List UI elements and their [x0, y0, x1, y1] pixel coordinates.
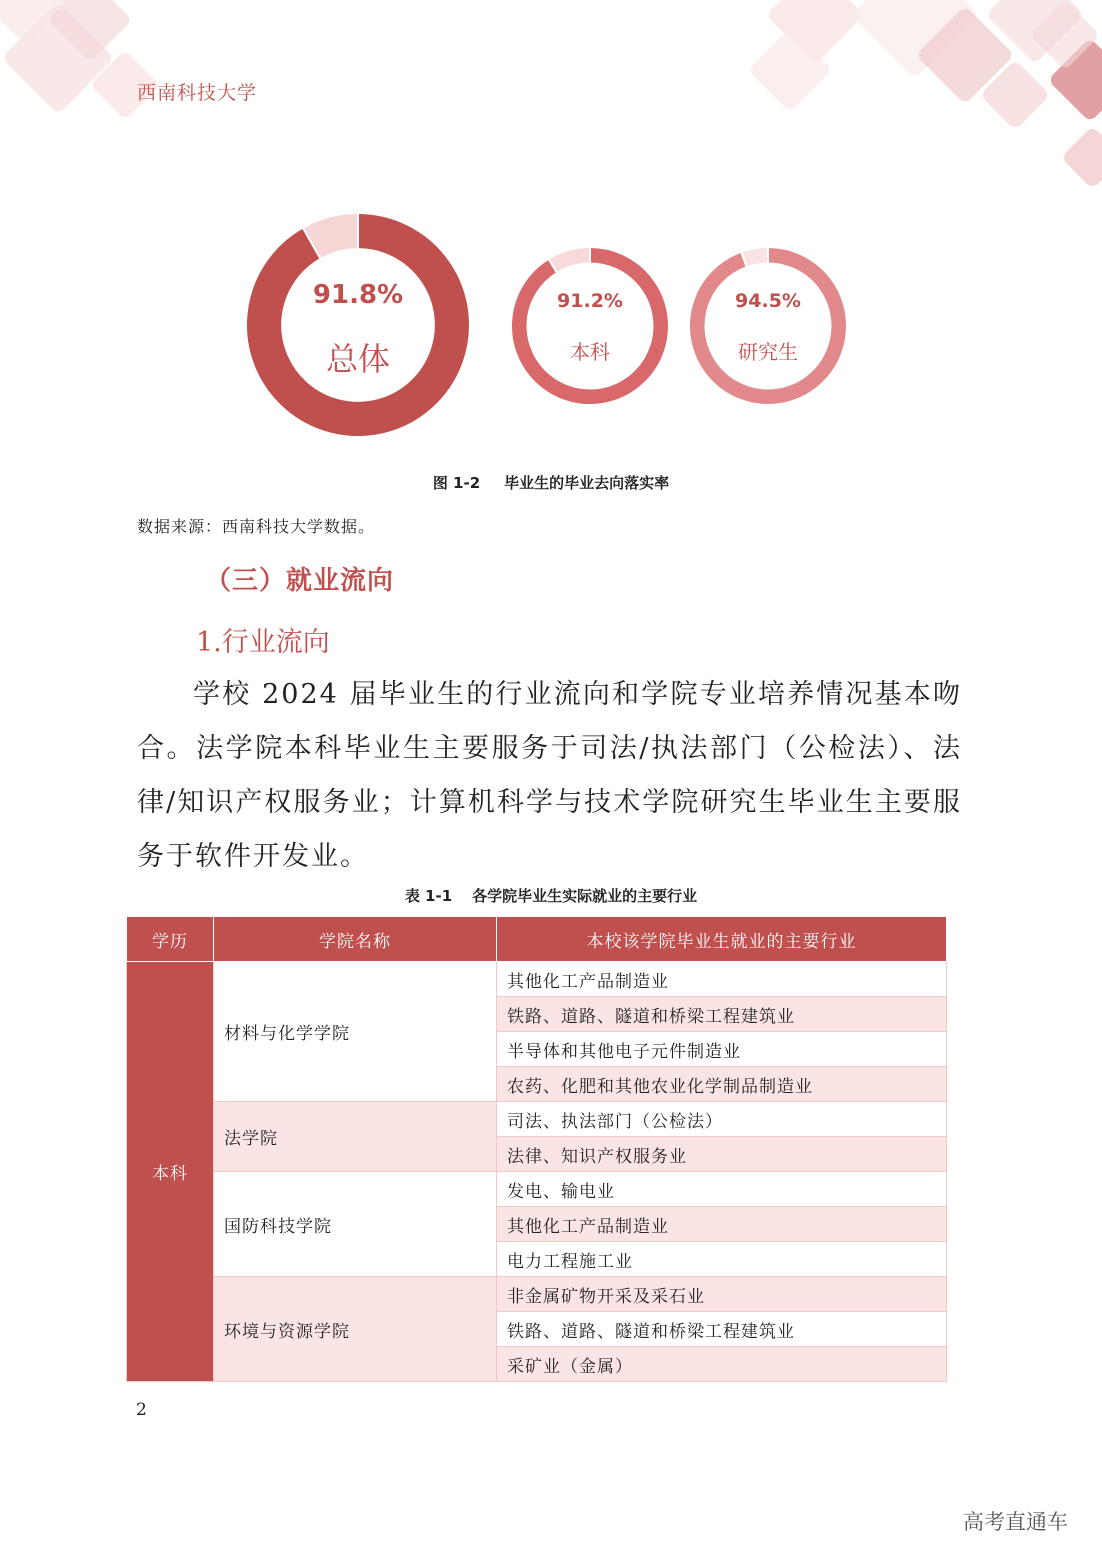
- donut-slice-remaining: [549, 247, 590, 273]
- industry-cell: 铁路、道路、隧道和桥梁工程建筑业: [497, 1312, 947, 1347]
- table-caption: [0, 885, 1102, 906]
- donut-undergrad-ring: [510, 246, 670, 406]
- table-row: [127, 1172, 947, 1207]
- data-source: 数据来源：西南科技大学数据。: [137, 517, 376, 536]
- donut-undergrad: [510, 246, 670, 406]
- degree-cell: 本科: [127, 962, 214, 1382]
- figure-title: 毕业生的毕业去向落实率: [504, 474, 670, 492]
- donut-slice-remaining: [741, 247, 768, 267]
- industry-cell: 半导体和其他电子元件制造业: [497, 1032, 947, 1067]
- donut-graduate: [688, 246, 848, 406]
- industry-cell: 铁路、道路、隧道和桥梁工程建筑业: [497, 997, 947, 1032]
- donut-graduate-percent: 94.5%: [735, 290, 801, 312]
- header-industry: 本校该学院毕业生就业的主要行业: [497, 917, 947, 962]
- watermark: 高考直通车: [963, 1510, 1068, 1534]
- figure-number: 图 1-2: [432, 474, 481, 492]
- donut-undergrad-label: 本科: [570, 340, 610, 364]
- industry-cell: 电力工程施工业: [497, 1242, 947, 1277]
- industry-table: [126, 916, 947, 1382]
- college-cell: 环境与资源学院: [214, 1277, 497, 1382]
- header-college: 学院名称: [214, 917, 497, 962]
- table-row: [127, 1102, 947, 1137]
- industry-cell: 司法、执法部门（公检法）: [497, 1102, 947, 1137]
- completion-rate-charts: [0, 200, 1102, 460]
- donut-total-percent: 91.8%: [312, 280, 404, 310]
- sub-heading: 1.行业流向: [196, 627, 330, 658]
- industry-cell: 法律、知识产权服务业: [497, 1137, 947, 1172]
- donut-total: [245, 212, 471, 438]
- college-cell: 国防科技学院: [214, 1172, 497, 1277]
- donut-total-ring: [245, 212, 471, 438]
- industry-cell: 采矿业（金属）: [497, 1347, 947, 1382]
- header-title: 西南科技大学: [137, 82, 258, 104]
- college-cell: 材料与化学学院: [214, 962, 497, 1102]
- donut-graduate-ring: [688, 246, 848, 406]
- table-row: [127, 962, 947, 997]
- table-row: [127, 1277, 947, 1312]
- table-number: 表 1-1: [404, 887, 453, 905]
- page-number: 2: [136, 1400, 147, 1420]
- donut-slice-achieved: [511, 247, 669, 405]
- table-header-row: [127, 917, 947, 962]
- donut-undergrad-percent: 91.2%: [557, 290, 623, 312]
- industry-cell: 农药、化肥和其他农业化学制品制造业: [497, 1067, 947, 1102]
- industry-cell: 非金属矿物开采及采石业: [497, 1277, 947, 1312]
- section-heading: （三）就业流向: [205, 566, 395, 596]
- industry-cell: 其他化工产品制造业: [497, 962, 947, 997]
- donut-graduate-label: 研究生: [738, 340, 798, 364]
- table-title: 各学院毕业生实际就业的主要行业: [472, 887, 698, 905]
- industry-cell: 其他化工产品制造业: [497, 1207, 947, 1242]
- college-cell: 法学院: [214, 1102, 497, 1172]
- body-paragraph: 学校 2024 届毕业生的行业流向和学院专业培养情况基本吻合。法学院本科毕业生主要服务于司法/执法部门（公检法）、法律/知识产权服务业；计算机科学与技术学院研究生毕业生主要服务于软件开发业。: [137, 679, 962, 872]
- header-degree: 学历: [127, 917, 214, 962]
- donut-total-label: 总体: [325, 340, 390, 378]
- figure-caption: [0, 472, 1102, 493]
- donut-slice-achieved: [689, 247, 847, 405]
- industry-cell: 发电、输电业: [497, 1172, 947, 1207]
